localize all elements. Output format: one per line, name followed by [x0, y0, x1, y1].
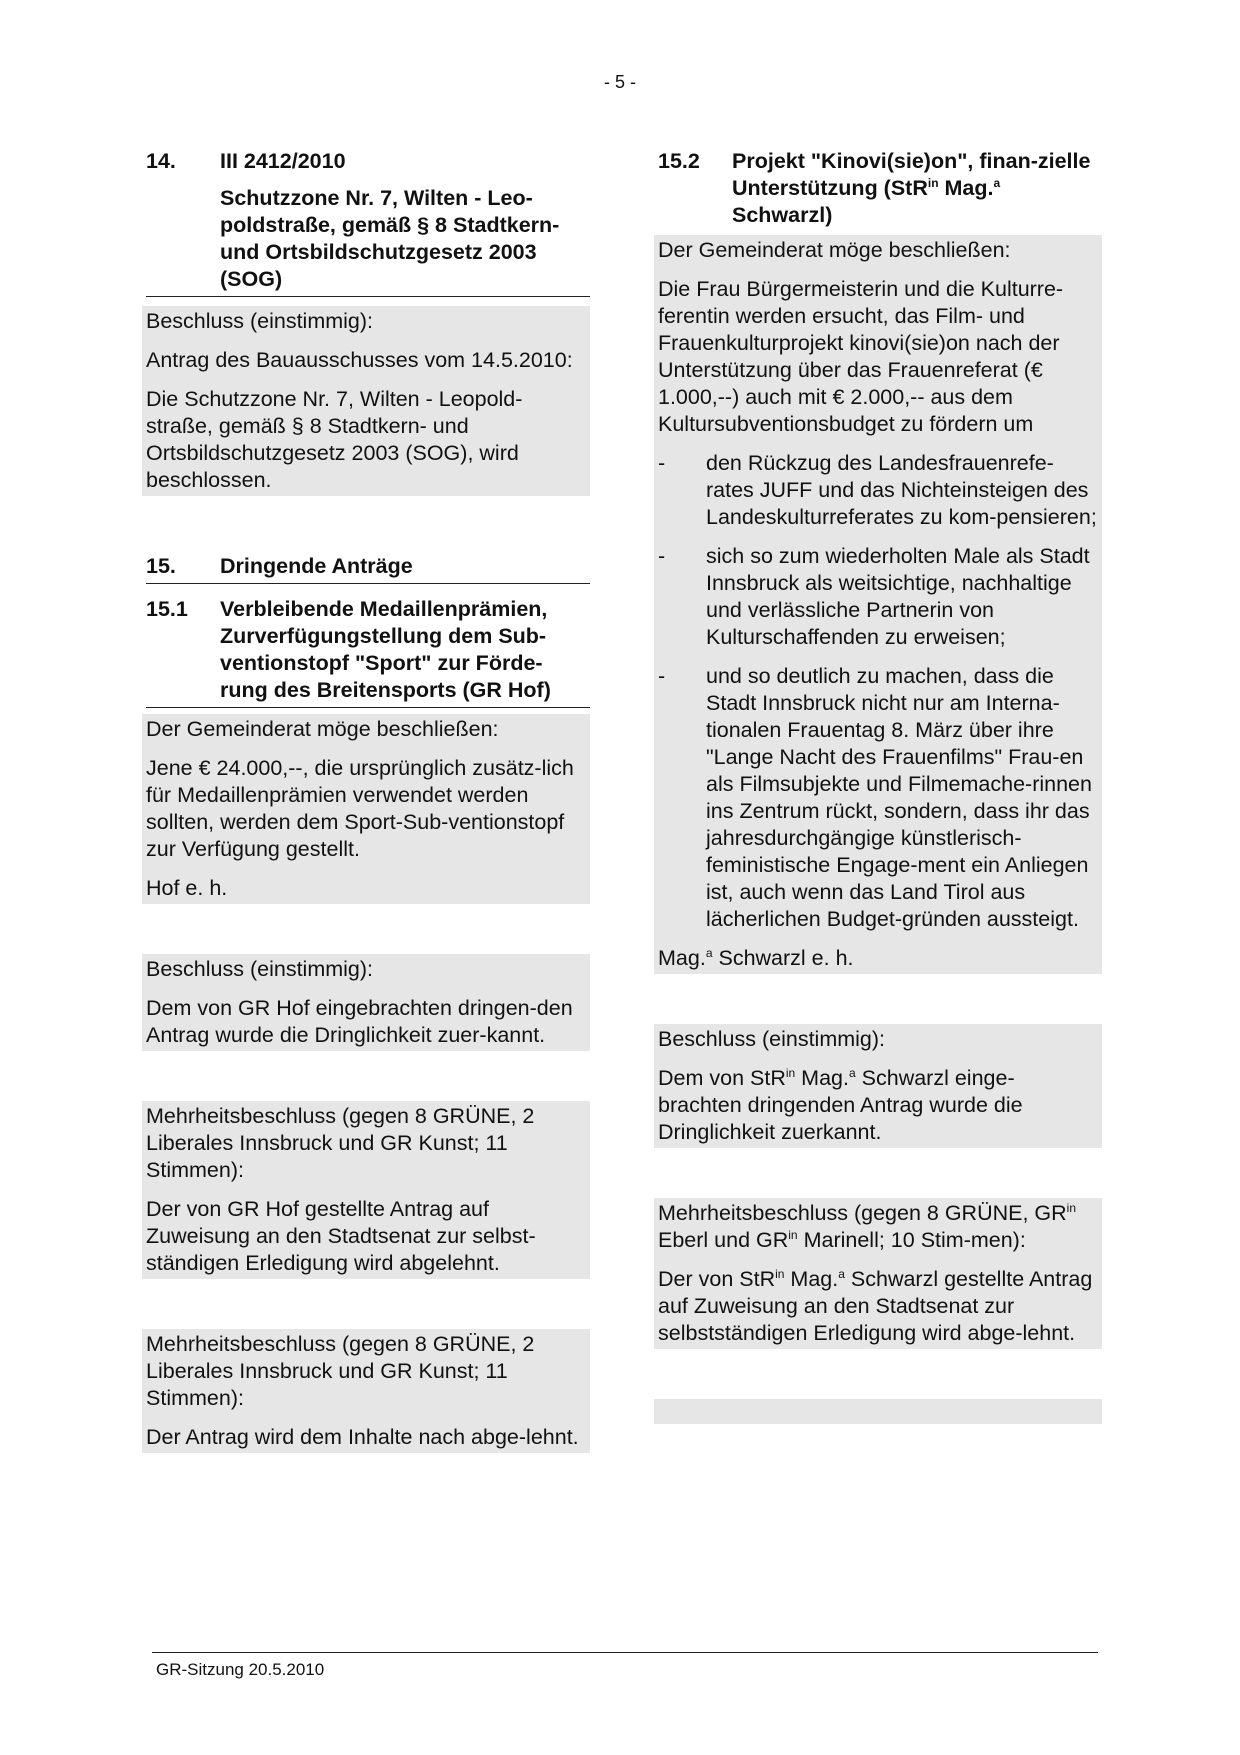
item-14-subtitle-line: Schutzzone Nr. 7, Wilten - Leo-	[220, 186, 533, 210]
motion-label: Der Gemeinderat möge beschließen:	[658, 238, 1011, 262]
item-15-1-number: 15.1	[146, 597, 188, 621]
motion-bullet-list	[658, 438, 1098, 933]
majority-resolution-label: Mehrheitsbeschluss (gegen 8 GRÜNE, 2 Liberales Innsbruck und GR Kunst; 11 Stimmen):	[146, 1104, 535, 1182]
item-14-subtitle-line: (SOG)	[220, 267, 283, 291]
footer-text: GR-Sitzung 20.5.2010	[156, 1660, 325, 1679]
item-15-2-referral-box	[654, 1198, 1102, 1349]
bullet-text: sich so zum wiederholten Male als Stadt Innsbruck als weitsichtige, nachhaltige und verlässliche Partnerin von Kulturschaffenden zu erweisen;	[706, 544, 1090, 649]
item-15-1-urgency-box	[142, 954, 590, 1051]
item-15-1-referral-box	[142, 1101, 590, 1279]
resolution-text: Der von GR Hof gestellte Antrag auf Zuweisung an den Stadtsenat zur selbst-ständigen Erledigung wird abgelehnt.	[146, 1197, 536, 1275]
resolution-text: Antrag des Bauausschusses vom 14.5.2010:	[146, 348, 573, 372]
item-15-2-title: Projekt "Kinovi(sie)on", finan-zielle Unterstützung (StR$^{in}$ Mag.$^a$ Schwarzl)	[732, 149, 1091, 227]
resolution-text: Der Antrag wird dem Inhalte nach abge-lehnt.	[146, 1425, 579, 1449]
right-column	[658, 148, 1102, 1424]
bullet-text: und so deutlich zu machen, dass die Stadt Innsbruck nicht nur am Interna-tionalen Frauentag 8. März über ihre "Lange Nacht des Frauenfilms" Frau-en als Filmsubjekte und Filmemache-rinnen ins Zentrum rückt, sondern, dass ihr das jahresdurchgängige künstlerisch-feministische Engage-ment ein Anliegen ist, auch wenn das Land Tirol aus lächerlichen Budget-gründen aussteigt.	[706, 664, 1092, 931]
item-15-1-content-box	[142, 1329, 590, 1453]
item-14-subtitle	[146, 185, 590, 297]
item-15-2-number: 15.2	[658, 149, 700, 173]
bullet-dash: -	[658, 664, 666, 688]
item-15-heading	[146, 553, 590, 584]
item-15-1-heading	[146, 596, 590, 708]
item-15-1-title: Verbleibende Medaillenprämien, Zurverfügungstellung dem Sub-ventionstopf "Sport" zur Förde-rung des Breitensports (GR Hof)	[220, 597, 551, 702]
majority-resolution-label: Mehrheitsbeschluss (gegen 8 GRÜNE, $GR^{in}$ Eberl und $GR^{in}$ Marinell; 10 Stim-men):	[658, 1200, 1077, 1252]
item-14-subtitle-line: und Ortsbildschutzgesetz 2003	[220, 240, 537, 264]
item-15-title: Dringende Anträge	[220, 554, 413, 578]
item-14-heading	[146, 148, 590, 175]
item-15-number: 15.	[146, 554, 176, 578]
item-14-title: III 2412/2010	[220, 149, 346, 173]
left-column	[146, 148, 590, 1453]
item-14-subtitle-line: poldstraße, gemäß § 8 Stadtkern-	[220, 213, 560, 237]
list-item	[658, 531, 1098, 651]
bullet-text: den Rückzug des Landesfrauenrefe-rates JUFF und das Nichteinsteigen des Landeskulturreferates zu kom-pensieren;	[706, 451, 1097, 529]
item-15-2-motion-box	[654, 235, 1102, 974]
list-item	[658, 651, 1098, 933]
item-15-1-motion-box	[142, 714, 590, 904]
motion-text: Jene € 24.000,--, die ursprünglich zusätz-lich für Medaillenprämien verwendet werden sollten, werden dem Sport-Sub-ventionstopf zur Verfügung gestellt.	[146, 756, 574, 861]
majority-resolution-label: Mehrheitsbeschluss (gegen 8 GRÜNE, 2 Liberales Innsbruck und GR Kunst; 11 Stimmen):	[146, 1332, 535, 1410]
bullet-dash: -	[658, 451, 666, 475]
footer-divider	[152, 1652, 1098, 1653]
resolution-label: Beschluss (einstimmig):	[146, 309, 373, 333]
resolution-label: Beschluss (einstimmig):	[658, 1027, 885, 1051]
resolution-label: Beschluss (einstimmig):	[146, 957, 373, 981]
motion-label: Der Gemeinderat möge beschließen:	[146, 717, 499, 741]
item-14-number: 14.	[146, 149, 176, 173]
list-item	[658, 438, 1098, 531]
page-number: - 5 -	[603, 72, 636, 92]
bullet-dash: -	[658, 544, 666, 568]
item-15-2-urgency-box	[654, 1024, 1102, 1148]
resolution-text: Der von StR$^{in}$ Mag.$^a$ Schwarzl gestellte Antrag auf Zuweisung an den Stadtsenat zur selbstständigen Erledigung wird abge-lehnt.	[658, 1266, 1093, 1345]
motion-signature: Mag.$^a$ Schwarzl e. h.	[658, 945, 854, 970]
resolution-text: Die Schutzzone Nr. 7, Wilten - Leopold-straße, gemäß § 8 Stadtkern- und Ortsbildschutzgesetz 2003 (SOG), wird beschlossen.	[146, 387, 523, 492]
resolution-text: Dem von StR$^{in}$ Mag.$^a$ Schwarzl einge-brachten dringenden Antrag wurde die Dringlichkeit zuerkannt.	[658, 1065, 1023, 1144]
item-14-resolution-box	[142, 306, 590, 496]
resolution-text: Dem von GR Hof eingebrachten dringen-den Antrag wurde die Dringlichkeit zuer-kannt.	[146, 996, 573, 1047]
item-15-2-empty-box	[654, 1399, 1102, 1424]
motion-signature: Hof e. h.	[146, 876, 228, 900]
motion-text: Die Frau Bürgermeisterin und die Kulturre-ferentin werden ersucht, das Film- und Frauenkulturprojekt kinovi(sie)on nach der Unterstützung über das Frauenreferat (€ 1.000,--) auch mit € 2.000,-- aus dem Kultursubventionsbudget zu fördern um	[658, 277, 1064, 436]
item-15-2-heading	[658, 148, 1102, 229]
